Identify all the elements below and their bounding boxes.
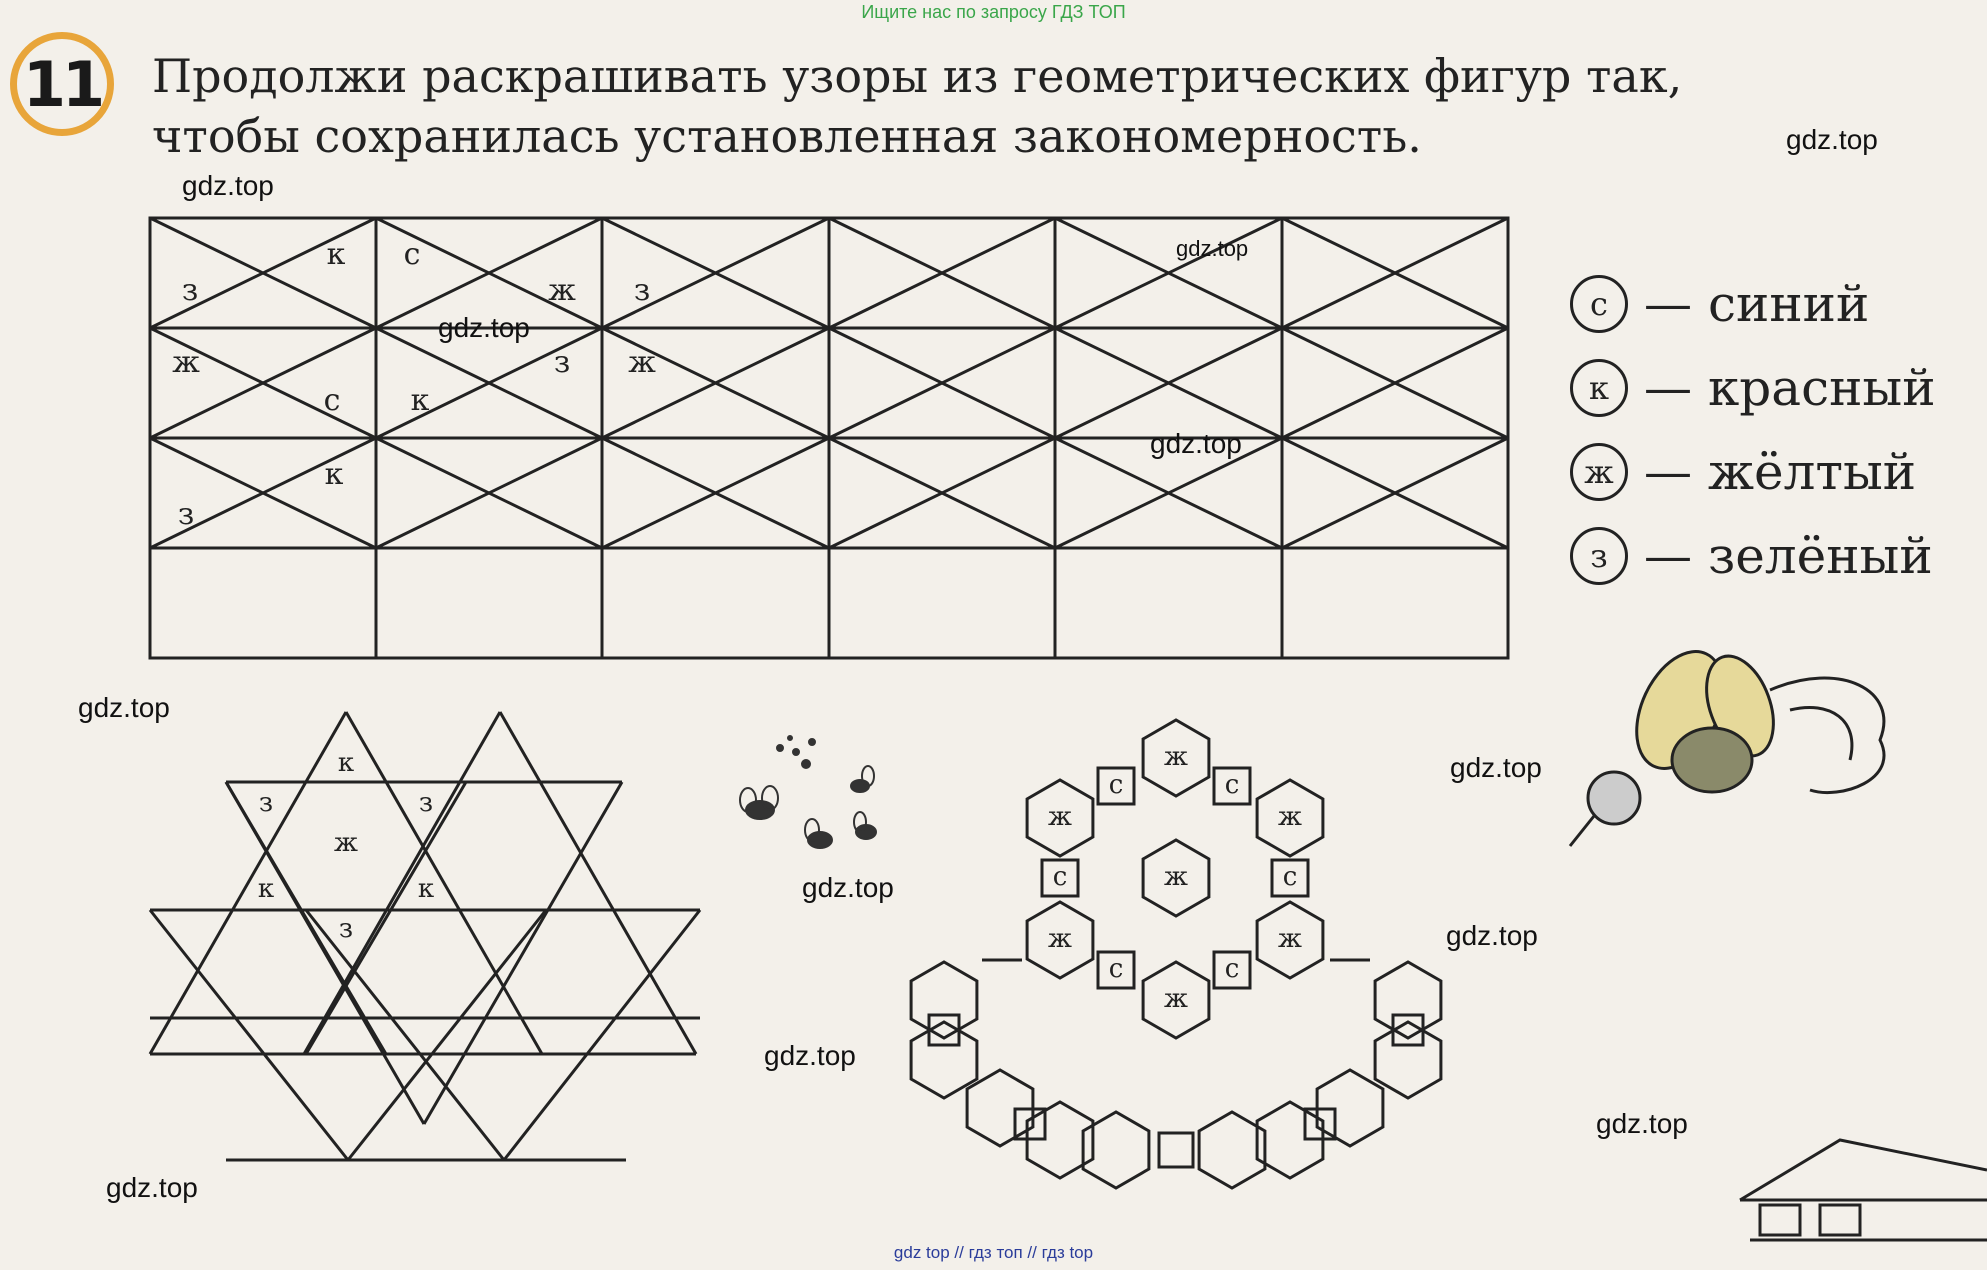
pattern-line: [304, 712, 500, 1054]
watermark: gdz.top: [1176, 236, 1249, 261]
hex-letter: ж: [1278, 802, 1302, 832]
grid-letter: з: [181, 273, 199, 308]
legend-label: зелёный: [1708, 527, 1933, 585]
hex-letter: с: [1224, 954, 1240, 984]
hex-letter: с: [1108, 770, 1124, 800]
square-cell: [1393, 1015, 1423, 1045]
star-letter: з: [418, 788, 434, 818]
hex-letter: ж: [1164, 742, 1188, 772]
watermark: gdz.top: [78, 692, 170, 723]
hex-letter: ж: [1164, 984, 1188, 1014]
star-letters: [258, 748, 434, 944]
legend-symbol: с: [1570, 275, 1628, 333]
grid-letter: к: [326, 237, 346, 272]
hex-letter: ж: [1278, 924, 1302, 954]
legend-row-blue: [1570, 262, 1980, 346]
hex-letter: с: [1282, 862, 1298, 892]
pattern-line: [226, 782, 386, 1054]
pattern-line: [500, 712, 696, 1054]
grid-letter: с: [403, 237, 421, 272]
watermark: gdz.top: [802, 872, 894, 903]
watermark: gdz.top: [1596, 1108, 1688, 1139]
grid-letter: с: [323, 383, 341, 418]
legend-symbol: ж: [1570, 443, 1628, 501]
watermark: gdz.top: [182, 170, 274, 201]
watermark: gdz.top: [1446, 920, 1538, 951]
hex-letter: с: [1224, 770, 1240, 800]
grid-letter: к: [324, 457, 344, 492]
hex-letters: [1048, 742, 1302, 1014]
grid-letter: ж: [172, 345, 200, 380]
legend-dash: —: [1644, 444, 1692, 500]
legend-dash: —: [1644, 276, 1692, 332]
color-legend: [1570, 262, 1980, 598]
square-cell: [1159, 1133, 1193, 1167]
legend-symbol: з: [1570, 527, 1628, 585]
hex-letter: ж: [1048, 924, 1072, 954]
star-letter: ж: [334, 828, 358, 858]
hex-cell: [1375, 1022, 1441, 1098]
hex-letter: с: [1108, 954, 1124, 984]
watermark: gdz.top: [1150, 428, 1242, 459]
watermark: gdz.top: [106, 1172, 198, 1203]
footer-note: gdz top // гдз топ // гдз top: [893, 1243, 1094, 1262]
pattern-line: [504, 910, 700, 1160]
star-letter: к: [257, 874, 275, 904]
task-line-1: Продолжи раскрашивать узоры из геометрических фигур так,: [152, 49, 1683, 103]
pattern-line: [150, 712, 346, 1054]
flies-illustration: [740, 736, 876, 848]
house-illustration: [1740, 1140, 1987, 1240]
legend-row-green: [1570, 514, 1980, 598]
pattern-line: [348, 910, 546, 1160]
legend-dash: —: [1644, 528, 1692, 584]
watermark: gdz.top: [1786, 124, 1878, 155]
triangle-grid-pattern: [150, 218, 1508, 658]
hex-letter: с: [1052, 862, 1068, 892]
hex-cell: [1375, 962, 1441, 1038]
star-letter: з: [338, 914, 354, 944]
hex-cell: [1199, 1112, 1265, 1188]
task-line-2: чтобы сохранилась установленная закономерность.: [152, 109, 1422, 163]
legend-label: красный: [1708, 359, 1936, 417]
legend-row-red: [1570, 346, 1980, 430]
hex-letter: ж: [1164, 862, 1188, 892]
hex-cell: [911, 1022, 977, 1098]
star-triangle-pattern: [150, 712, 700, 1160]
grid-letter: з: [553, 345, 571, 380]
square-cell: [929, 1015, 959, 1045]
task-number: 11: [22, 47, 102, 121]
bee-illustration: [1570, 638, 1884, 846]
legend-dash: —: [1644, 360, 1692, 416]
legend-row-yellow: [1570, 430, 1980, 514]
grid-letter: ж: [628, 345, 656, 380]
watermark: gdz.top: [438, 312, 530, 343]
watermark: gdz.top: [1450, 752, 1542, 783]
grid-letter: з: [633, 273, 651, 308]
watermark: gdz.top: [764, 1040, 856, 1071]
legend-label: синий: [1708, 275, 1870, 333]
star-letter: к: [337, 748, 355, 778]
hex-cell: [911, 962, 977, 1038]
grid-letter: ж: [548, 273, 576, 308]
hexagon-pattern: [911, 720, 1441, 1188]
hex-letter: ж: [1048, 802, 1072, 832]
pattern-line: [424, 782, 622, 1124]
pattern-line: [346, 712, 542, 1054]
legend-symbol: к: [1570, 359, 1628, 417]
header-note: Ищите нас по запросу ГДЗ ТОП: [861, 2, 1126, 22]
star-letter: к: [417, 874, 435, 904]
legend-label: жёлтый: [1708, 443, 1917, 501]
grid-letter: з: [177, 497, 195, 532]
grid-letter: к: [410, 383, 430, 418]
star-letter: з: [258, 788, 274, 818]
